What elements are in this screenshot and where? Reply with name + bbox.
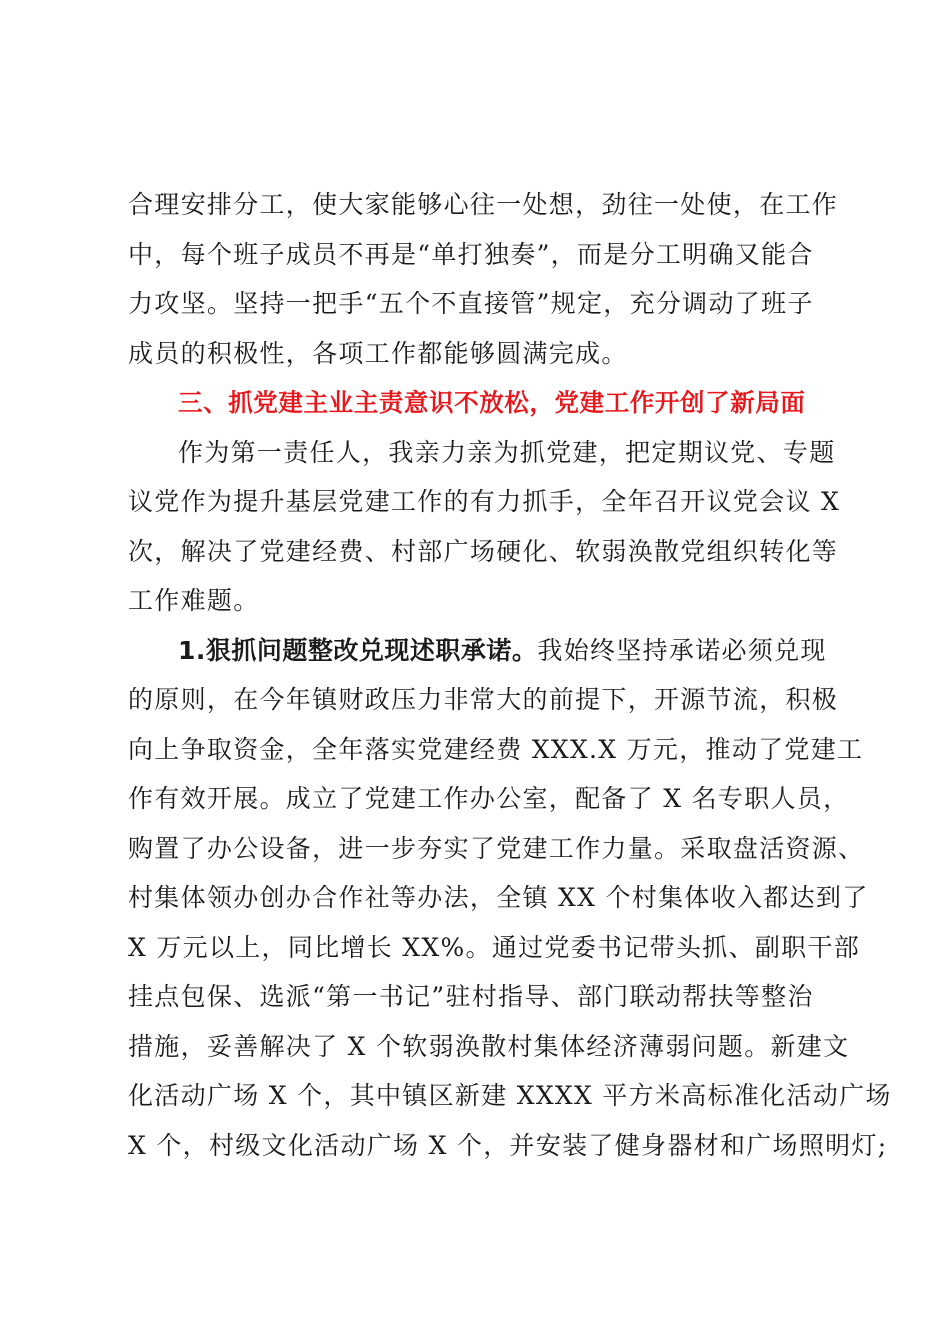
text-line: X 万元以上，同比增长 XX%。通过党委书记带头抓、副职干部 (128, 932, 861, 962)
paragraph-continuation (128, 180, 839, 378)
text-line: X 个，村级文化活动广场 X 个，并安装了健身器材和广场照明灯; (128, 1130, 888, 1160)
text-line: 措施，妥善解决了 X 个软弱涣散村集体经济薄弱问题。新建文 (128, 1031, 850, 1061)
section-intro-paragraph (128, 428, 841, 626)
text-line: 次，解决了党建经费、村部广场硬化、软弱涣散党组织转化等 (128, 536, 839, 566)
text-line: 合理安排分工，使大家能够心往一处想，劲往一处使，在工作 (128, 190, 839, 219)
text-line: 的原则，在今年镇财政压力非常大的前提下，开源节流，积极 (128, 685, 839, 714)
item-title: 1.狠抓问题整改兑现述职承诺。 (178, 635, 538, 665)
text-line: 购置了办公设备，进一步夯实了党建工作力量。采取盘活资源、 (128, 833, 865, 863)
text-line: 力攻坚。坚持一把手“五个不直接管”规定，充分调动了班子 (128, 289, 814, 318)
item-text: 我始终坚持承诺必须兑现 (537, 635, 827, 665)
text-line: 挂点包保、选派“第一书记”驻村指导、部门联动帮扶等整治 (128, 982, 814, 1011)
text-line: 化活动广场 X 个，其中镇区新建 XXXX 平方米高标准化活动广场 (128, 1081, 892, 1110)
text-line: 作为第一责任人，我亲力亲为抓党建，把定期议党、专题 (178, 437, 836, 467)
text-line: 议党作为提升基层党建工作的有力抓手，全年召开议党会议 X (128, 487, 841, 516)
document-body (128, 180, 892, 1170)
text-line: 村集体领办创办合作社等办法，全镇 XX 个村集体收入都达到了 (128, 883, 869, 912)
section-heading: 三、抓党建主业主责意识不放松，党建工作开创了新局面 (178, 388, 806, 417)
item-paragraph (128, 626, 892, 1171)
text-line: 工作难题。 (128, 586, 260, 615)
text-line (128, 626, 827, 676)
text-line: 向上争取资金，全年落实党建经费 XXX.X 万元，推动了党建工 (128, 734, 864, 764)
text-line: 中，每个班子成员不再是“单打独奏”，而是分工明确又能合 (128, 239, 814, 269)
text-line: 作有效开展。成立了党建工作办公室，配备了 X 名专职人员， (128, 784, 850, 813)
text-line: 成员的积极性，各项工作都能够圆满完成。 (128, 338, 628, 368)
